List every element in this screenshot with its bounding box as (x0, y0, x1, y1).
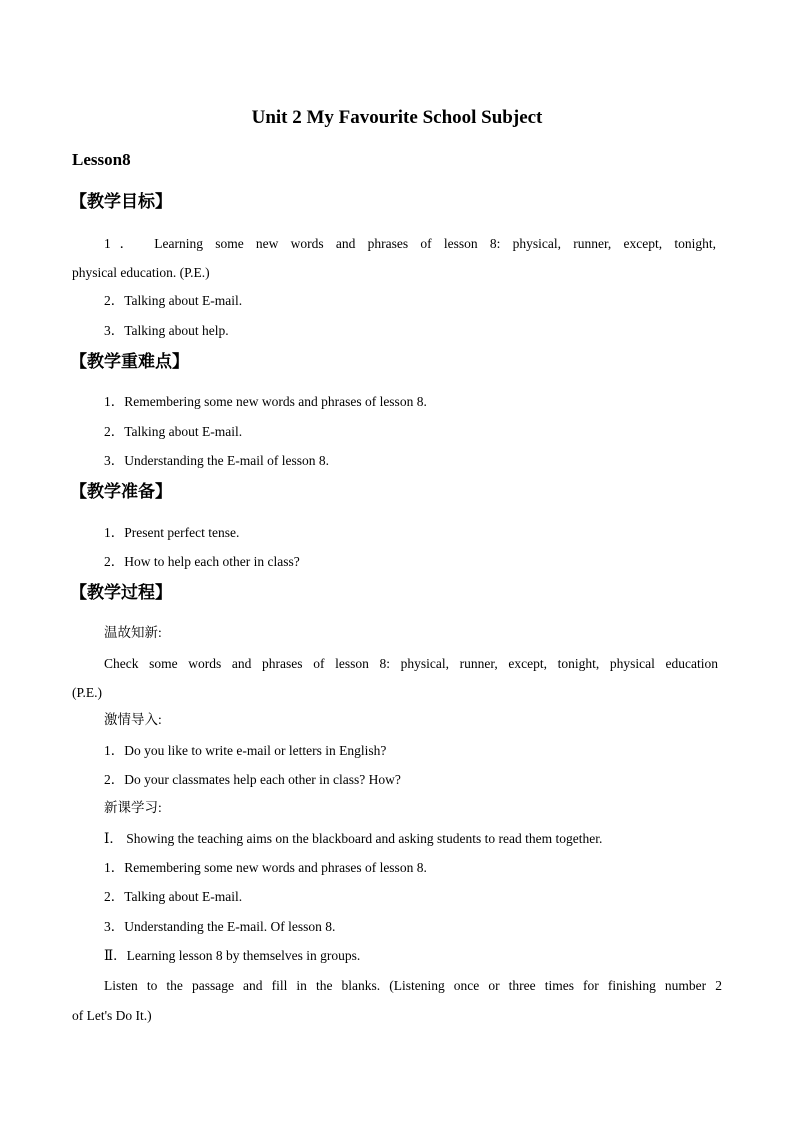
document-title: Unit 2 My Favourite School Subject (251, 107, 543, 128)
key-point-item-2: 2．Talking about E-mail. (104, 424, 243, 439)
step-2: Ⅱ．Learning lesson 8 by themselves in groups. (104, 948, 361, 963)
intro-label: 激情导入: (104, 712, 162, 727)
section-heading-process: 【教学过程】 (70, 583, 172, 603)
review-label: 温故知新: (104, 625, 162, 640)
listen-line-1: Listen to the passage and fill in the blanks. (Listening once or three times for finishing number 2 (104, 978, 722, 993)
intro-item-1: 1．Do you like to write e-mail or letters in English? (104, 743, 387, 758)
step-1-item-3: 3．Understanding the E-mail. Of lesson 8. (104, 919, 336, 934)
section-heading-key-points: 【教学重难点】 (70, 352, 189, 372)
section-heading-preparation: 【教学准备】 (70, 482, 172, 502)
objective-item-1-line-2: physical education. (P.E.) (72, 265, 210, 280)
step-1-item-2: 2．Talking about E-mail. (104, 889, 243, 904)
preparation-item-1: 1．Present perfect tense. (104, 525, 240, 540)
section-heading-objectives: 【教学目标】 (70, 192, 172, 212)
new-lesson-label: 新课学习: (104, 800, 162, 815)
listen-line-2: of Let's Do It.) (72, 1008, 152, 1023)
intro-item-2: 2．Do your classmates help each other in class? How? (104, 772, 401, 787)
objective-item-2: 2．Talking about E-mail. (104, 293, 243, 308)
objective-item-3: 3．Talking about help. (104, 323, 229, 338)
review-line-1: Check some words and phrases of lesson 8: physical, runner, except, tonight, physical education (104, 656, 718, 671)
lesson-label: Lesson8 (72, 150, 131, 169)
preparation-item-2: 2．How to help each other in class? (104, 554, 300, 569)
step-1: Ⅰ． Showing the teaching aims on the blackboard and asking students to read them together. (104, 831, 603, 846)
key-point-item-1: 1．Remembering some new words and phrases of lesson 8. (104, 394, 427, 409)
review-line-2: (P.E.) (72, 685, 102, 700)
key-point-item-3: 3．Understanding the E-mail of lesson 8. (104, 453, 329, 468)
step-1-item-1: 1．Remembering some new words and phrases of lesson 8. (104, 860, 427, 875)
objective-item-1-line-1: 1． Learning some new words and phrases of lesson 8: physical, runner, except, tonight, (104, 236, 716, 251)
